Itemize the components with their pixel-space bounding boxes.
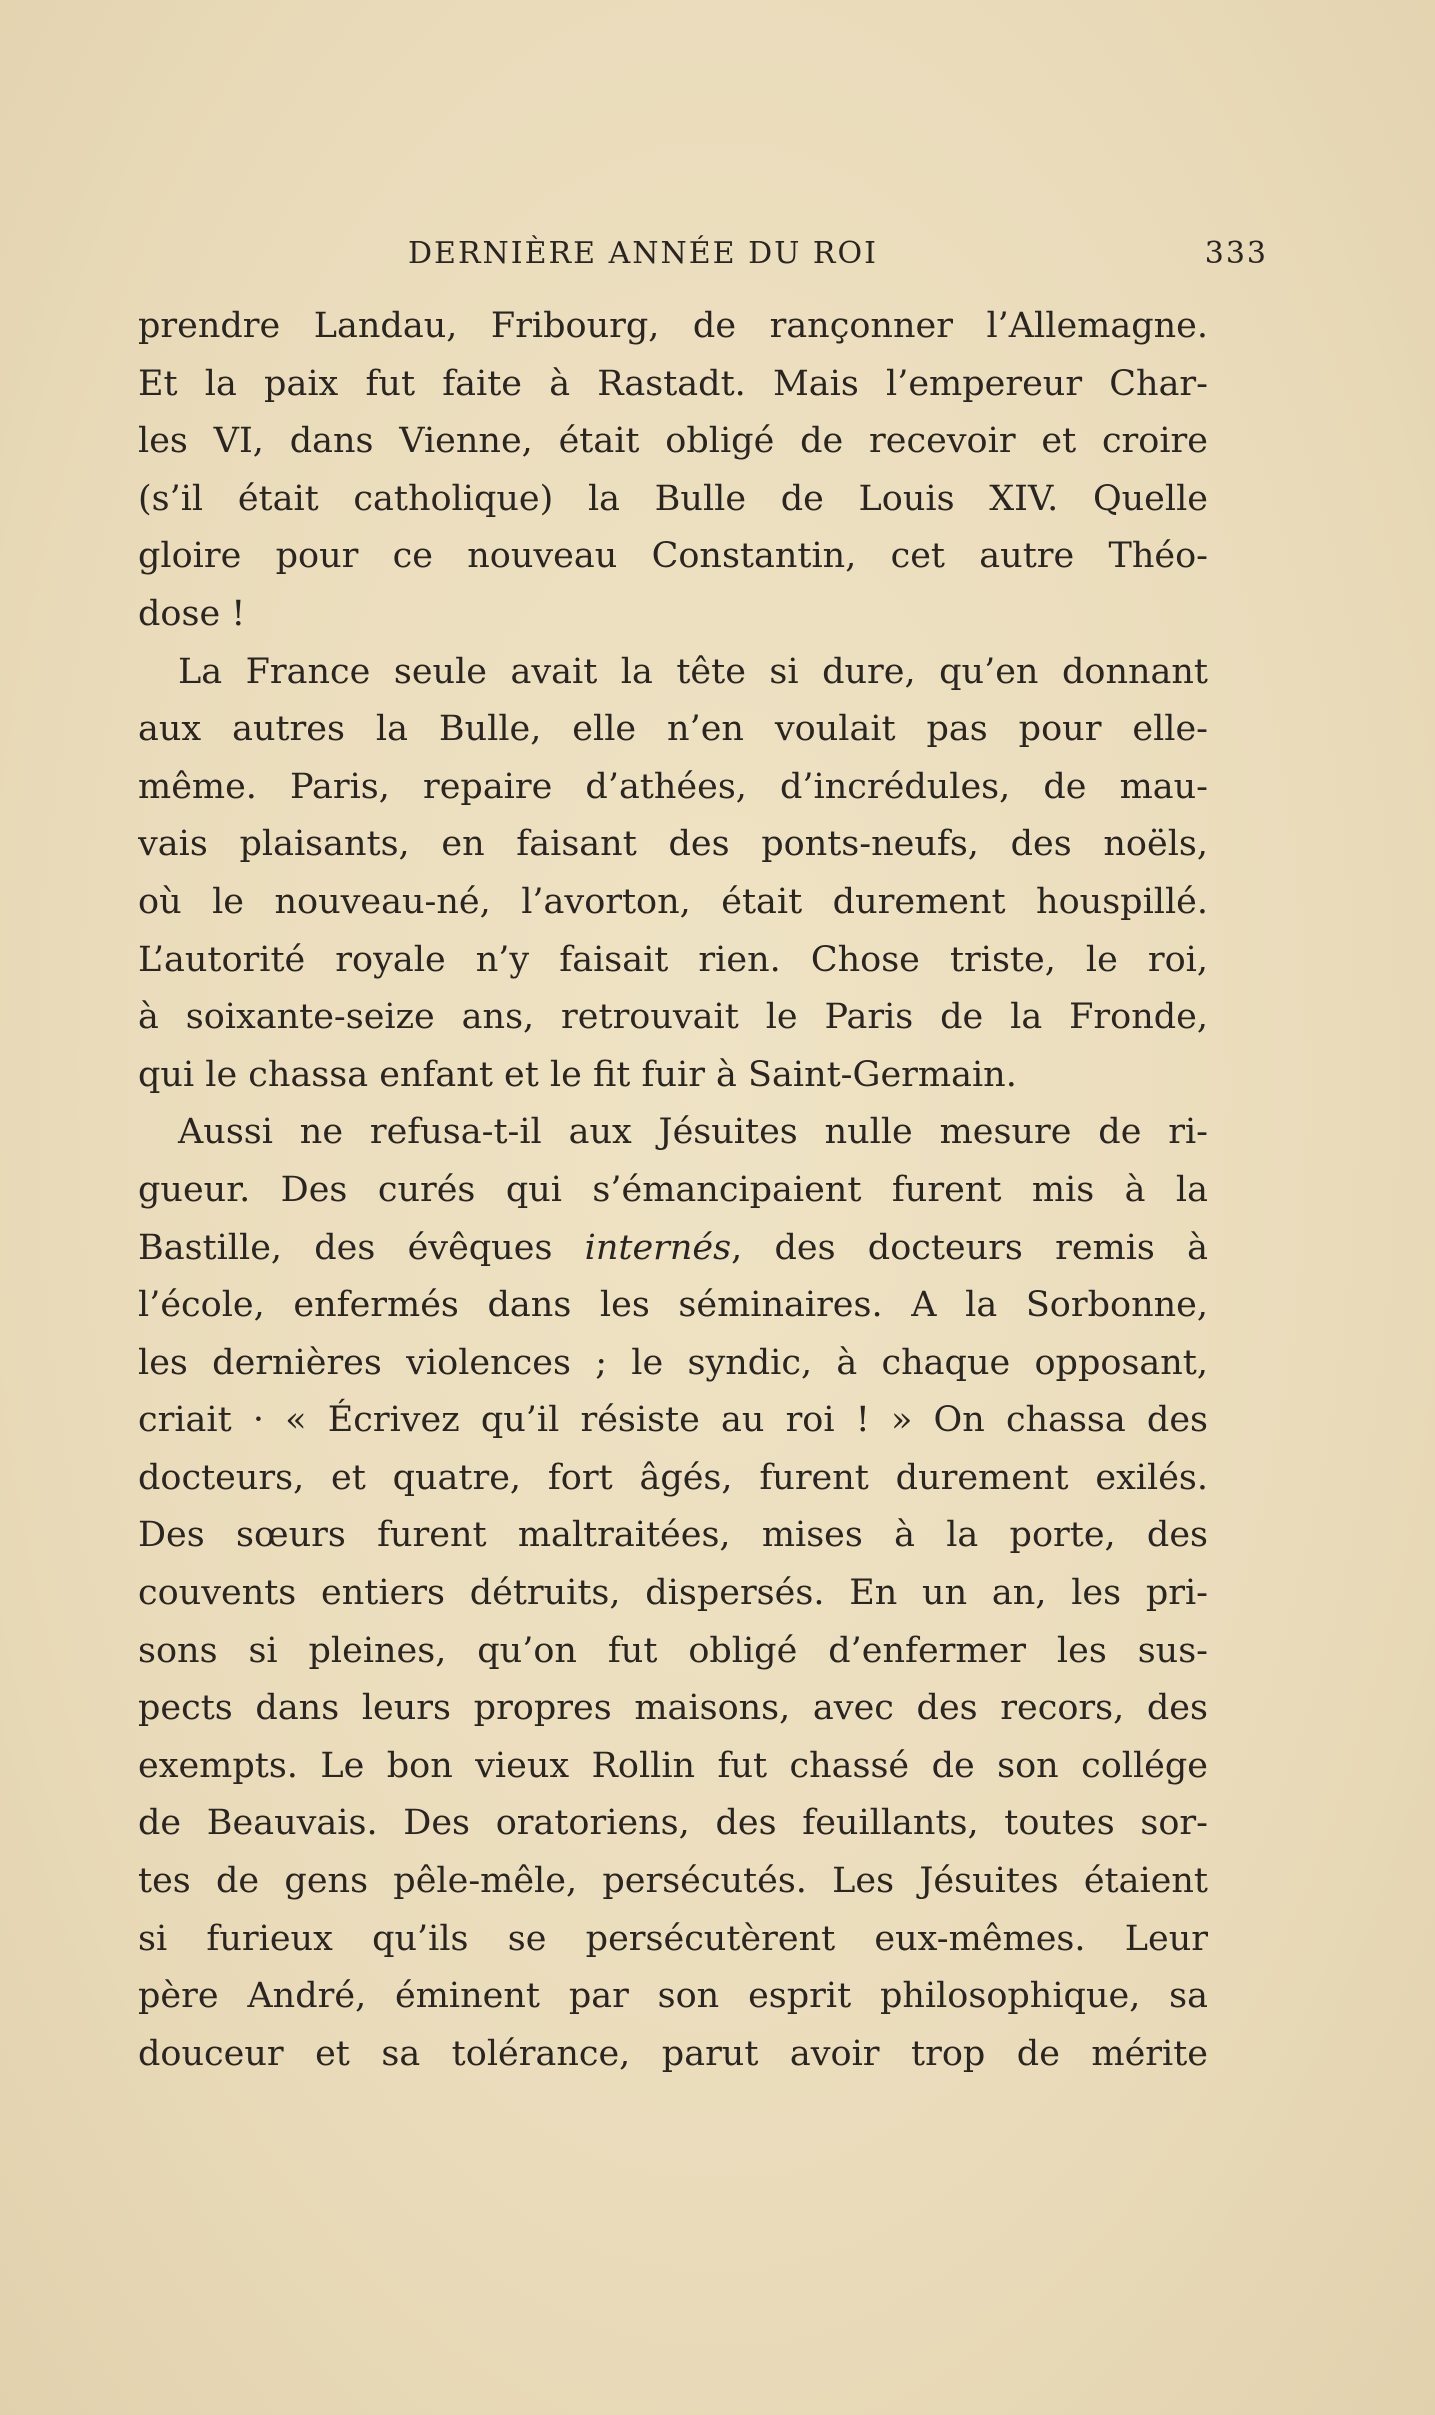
text-segment: , des docteurs remis à — [731, 1227, 1208, 1268]
text-line: aux autres la Bulle, elle n’en voulait pas pour elle- — [138, 709, 1208, 750]
text-line: Et la paix fut faite à Rastadt. Mais l’empereur Char- — [138, 363, 1208, 404]
text-line: les dernières violences ; le syndic, à chaque opposant, — [138, 1342, 1208, 1383]
text-line: les VI, dans Vienne, était obligé de recevoir et croire — [138, 421, 1208, 462]
text-line: Aussi ne refusa-t-il aux Jésuites nulle mesure de ri- — [178, 1112, 1208, 1153]
text-line: à soixante-seize ans, retrouvait le Paris de la Fronde, — [138, 997, 1208, 1038]
text-line: La France seule avait la tête si dure, qu’en donnant — [178, 651, 1208, 692]
body-text — [138, 298, 1208, 2083]
text-line: (s’il était catholique) la Bulle de Louis XIV. Quelle — [138, 478, 1208, 519]
text-line: exempts. Le bon vieux Rollin fut chassé de son collége — [138, 1745, 1208, 1786]
text-line: couvents entiers détruits, dispersés. En un an, les pri- — [138, 1573, 1208, 1614]
text-line: l’école, enfermés dans les séminaires. A la Sorbonne, — [138, 1285, 1208, 1326]
page-header — [138, 228, 1268, 278]
text-line: dose ! — [138, 593, 246, 634]
text-line: prendre Landau, Fribourg, de rançonner l’Allemagne. — [138, 306, 1208, 346]
text-line: gloire pour ce nouveau Constantin, cet autre Théo- — [138, 536, 1208, 577]
text-line: pects dans leurs propres maisons, avec des recors, des — [138, 1688, 1208, 1729]
text-line: de Beauvais. Des oratoriens, des feuillants, toutes sor- — [138, 1803, 1208, 1844]
text-line: gueur. Des curés qui s’émancipaient furent mis à la — [138, 1169, 1208, 1210]
text-line: vais plaisants, en faisant des ponts-neufs, des noëls, — [138, 824, 1208, 865]
text-line: tes de gens pêle-mêle, persécutés. Les Jésuites étaient — [138, 1861, 1208, 1902]
text-segment: Bastille, des évêques — [138, 1227, 585, 1268]
text-line: même. Paris, repaire d’athées, d’incrédules, de mau- — [138, 766, 1208, 807]
text-line: père André, éminent par son esprit philosophique, sa — [138, 1976, 1208, 2017]
text-line: docteurs, et quatre, fort âgés, furent durement exilés. — [138, 1457, 1208, 1498]
italic-word: internés — [584, 1227, 732, 1268]
text-line: sons si pleines, qu’on fut obligé d’enfermer les sus- — [138, 1630, 1208, 1671]
running-title: DERNIÈRE ANNÉE DU ROI — [408, 236, 878, 271]
text-line: si furieux qu’ils se persécutèrent eux-mêmes. Leur — [138, 1918, 1208, 1959]
text-line: criait · « Écrivez qu’il résiste au roi ! » On chassa des — [138, 1400, 1208, 1441]
text-line: douceur et sa tolérance, parut avoir trop de mérite — [138, 2033, 1208, 2074]
page-number: 333 — [1204, 236, 1268, 271]
text-line: Des sœurs furent maltraitées, mises à la porte, des — [138, 1515, 1208, 1556]
text-line: où le nouveau-né, l’avorton, était durement houspillé. — [138, 881, 1208, 922]
text-line: qui le chassa enfant et le fit fuir à Saint-Germain. — [138, 1054, 1017, 1095]
text-line: L’autorité royale n’y faisait rien. Chose triste, le roi, — [138, 939, 1208, 980]
text-line-with-italic — [138, 1220, 1208, 1278]
